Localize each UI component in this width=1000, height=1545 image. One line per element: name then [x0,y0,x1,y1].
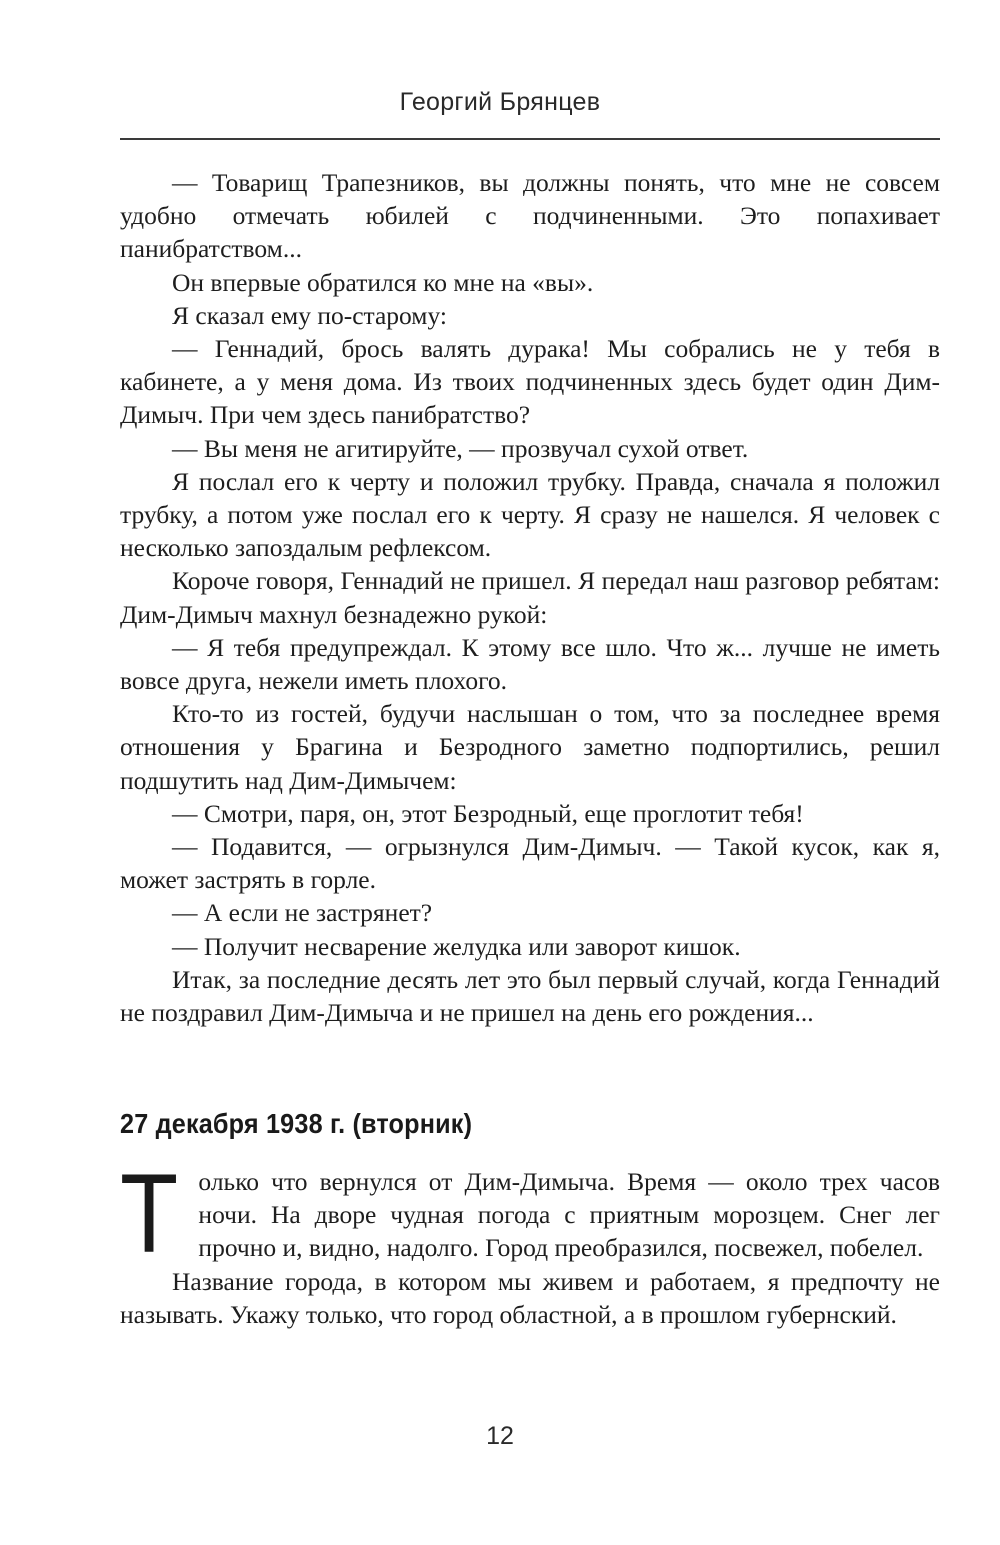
paragraph: — Смотри, паря, он, этот Безродный, еще проглотит тебя! [172,798,804,828]
paragraph: Итак, за последние десять лет это был первый случай, когда Геннадий не поздравил Дим-Димыча и не пришел на день его рождения... [120,964,940,1028]
paragraph: — Товарищ Трапезников, вы должны понять, что мне не совсем удобно отмечать юбилей с подчиненными. Это попахивает панибратством... [120,168,940,264]
header-rule [120,138,940,140]
page-number: 12 [486,1422,514,1450]
paragraph: Кто-то из гостей, будучи наслышан о том, что за последнее время отношения у Брагина и Безродного заметно подпортились, решил подшутить над Дим-Димычем: [120,699,940,795]
paragraph: Короче говоря, Геннадий не пришел. Я передал наш разговор ребятам: Дим-Димыч махнул безнадежно рукой: [120,566,940,629]
paragraph: Название города, в котором мы живем и работаем, я предпочту не называть. Укажу только, что город областной, а в прошлом губернский. [120,1266,940,1329]
paragraph: Он впервые обратился ко мне на «вы». [172,267,594,297]
paragraph: — Я тебя предупреждал. К этому все шло. Что ж... лучше не иметь вовсе друга, нежели иметь плохого. [120,632,940,696]
body-text-section [120,1151,940,1331]
paragraph: — Вы меня не агитируйте, — прозвучал сухой ответ. [172,433,749,463]
paragraph: Я сказал ему по-старому: [172,300,447,330]
drop-cap-letter: Т [120,1151,179,1276]
paragraph-with-drop-cap [120,1151,940,1276]
paragraph: — Геннадий, брось валять дурака! Мы собрались не у тебя в кабинете, а у меня дома. Из твоих подчиненных здесь будет один Дим-Димыч. При чем здесь панибратство? [120,334,940,430]
paragraph-text: олько что вернулся от Дим-Димыча. Время — около трех часов ночи. На дворе чудная погода с приятным морозцем. Снег лег прочно и, видно, надолго. Город преобразился, посвежел, побелел. [198,1167,940,1263]
paragraph: — Получит несварение желудка или заворот кишок. [172,931,741,961]
running-header-author: Георгий Брянцев [399,88,601,116]
paragraph: — А если не застрянет? [172,898,433,928]
paragraph: — Подавится, — огрызнулся Дим-Димыч. — Такой кусок, как я, может застрять в горле. [120,832,940,895]
body-text-top [120,166,940,1029]
paragraph: Я послал его к черту и положил трубку. Правда, сначала я положил трубку, а потом уже послал его к черту. Я сразу не нашелся. Я человек с несколько запоздалым рефлексом. [120,466,940,563]
section-heading-date: 27 декабря 1938 г. (вторник) [120,1108,473,1139]
